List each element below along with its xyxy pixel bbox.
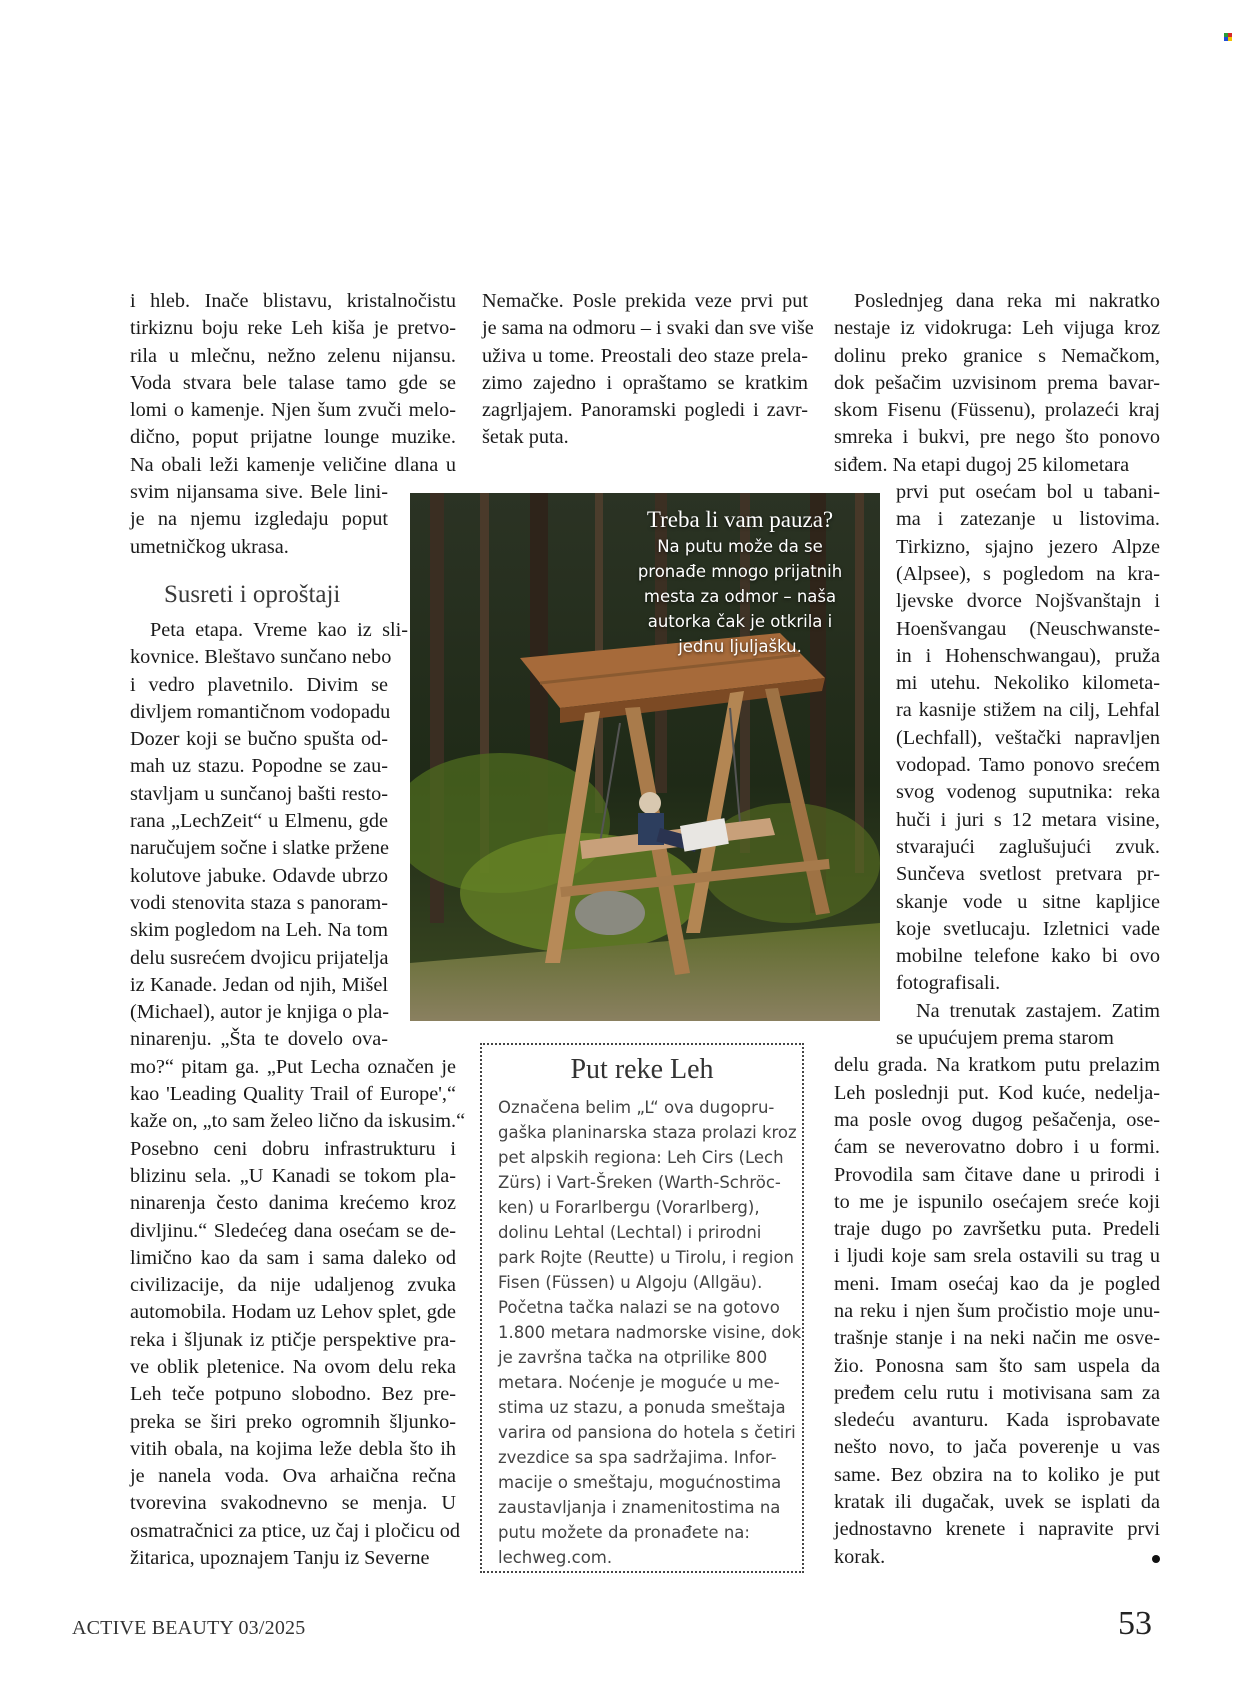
body-line: limično kao da sam i sama daleko od bbox=[130, 1246, 456, 1269]
column-2-line: je sama na odmoru – i svaki dan sve više bbox=[482, 317, 814, 340]
column-2-line: Nemačke. Posle prekida veze prvi put bbox=[482, 290, 808, 312]
column-3-line: Tirkizno, sjajno jezero Alpze bbox=[896, 535, 1160, 558]
column-3-line: siđem. Na etapi dugoj 25 kilometara bbox=[834, 453, 1130, 476]
info-box-line: zaustavljanja i znamenitostima na bbox=[498, 1498, 781, 1517]
photo-caption bbox=[620, 506, 860, 659]
info-box-line: macije o smeštaju, mogućnostima bbox=[498, 1473, 782, 1492]
article-column-2 bbox=[482, 288, 814, 452]
column-3-line: ćam se neverovatno dobro i u formi. bbox=[834, 1136, 1160, 1159]
color-registration-mark bbox=[1224, 33, 1234, 41]
column-2-line: šetak puta. bbox=[482, 426, 569, 449]
magazine-footer: ACTIVE BEAUTY 03/2025 bbox=[72, 1617, 306, 1639]
body-line: divljinu.“ Sledećeg dana osećam se de- bbox=[130, 1219, 456, 1242]
column-3-line: prvi put osećam bol u tabani- bbox=[896, 481, 1160, 504]
body-line: osmatračnici za ptice, uz čaj i pločicu od bbox=[130, 1519, 460, 1542]
info-box-line: Zürs) i Vart-Šreken (Warth-Schröc- bbox=[498, 1173, 781, 1192]
info-box bbox=[480, 1043, 804, 1573]
info-box-line: Označena belim „L“ ova dugopru- bbox=[498, 1098, 775, 1117]
info-box-line: lechweg.com. bbox=[498, 1548, 613, 1567]
section-subheading: Susreti i oproštaji bbox=[164, 580, 341, 608]
column-3-line: ma i zatezanje u listovima. bbox=[896, 508, 1160, 531]
column-3-line: korak. bbox=[834, 1544, 1160, 1571]
info-box-line: putu možete da pronađete na: bbox=[498, 1523, 750, 1542]
column-3-line: mobilne telefone kako bi ovo bbox=[896, 945, 1160, 968]
info-box-line: je završna tačka na otprilike 800 bbox=[498, 1348, 768, 1367]
intro-paragraph bbox=[130, 288, 456, 561]
column-3-line: žio. Ponosna sam što sam uspela da bbox=[834, 1354, 1160, 1377]
info-box-line: pet alpskih regiona: Leh Cirs (Lech bbox=[498, 1148, 784, 1167]
column-3-line: traje dugo po završetku puta. Predeli bbox=[834, 1218, 1160, 1241]
column-3-line: vodopad. Tamo ponovo srećem bbox=[896, 754, 1160, 777]
column-3-line: skanje vode u sitne kapljice bbox=[896, 890, 1160, 913]
body-line: kolutove jabuke. Odavde ubrzo bbox=[130, 864, 388, 887]
intro-line: umetničkog ukrasa. bbox=[130, 535, 289, 558]
body-line: mo?“ pitam ga. „Put Lecha označen je bbox=[130, 1055, 456, 1078]
body-line: ninarenju. „Šta te dovelo ova- bbox=[130, 1028, 388, 1051]
body-line: kovnice. Bleštavo sunčano nebo bbox=[130, 646, 392, 669]
body-line: vodi stenovita staza s panoram- bbox=[130, 891, 388, 914]
article-column-3 bbox=[834, 288, 1160, 1571]
end-bullet bbox=[1152, 1555, 1160, 1563]
column-3-line: Hoenšvangau (Neuschwanste- bbox=[896, 617, 1160, 640]
column-3-line: i ljudi koje sam srela ostavili su trag u bbox=[834, 1245, 1160, 1268]
body-line: Dozer koji se bučno spušta od- bbox=[130, 728, 388, 751]
body-line: Leh teče potpuno slobodno. Bez pre- bbox=[130, 1383, 456, 1406]
photo-caption-line: mesta za odmor – naša bbox=[643, 587, 837, 606]
body-line: vitih obala, na kojima leže debla što ih bbox=[130, 1437, 456, 1460]
column-3-line: mi utehu. Nekoliko kilometa- bbox=[896, 672, 1160, 695]
column-3-line: Na trenutak zastajem. Zatim bbox=[916, 999, 1160, 1022]
column-3-line: fotografisali. bbox=[896, 972, 1001, 995]
intro-line: dično, poput prijatne lounge muzike. bbox=[130, 426, 456, 449]
photo-caption-line: Na putu može da se bbox=[657, 537, 823, 556]
column-3-line: Poslednjeg dana reka mi nakratko bbox=[854, 290, 1160, 312]
column-3-line: ljevske dvorce Nojšvanštajn i bbox=[896, 590, 1160, 613]
column-3-line: nešto novo, to jača poverenje u vas bbox=[834, 1436, 1160, 1459]
body-line: i vedro plavetnilo. Divim se bbox=[130, 673, 388, 696]
column-3-line: to me je ispunilo osećajem sreće koji bbox=[834, 1190, 1160, 1213]
info-box-line: gaška planinarska staza prolazi kroz bbox=[498, 1123, 797, 1142]
column-3-line: skom Fisenu (Füssenu), prolazeći kraj bbox=[834, 399, 1160, 422]
column-3-line: stvarajući zaglušujući zvuk. bbox=[896, 835, 1160, 858]
info-box-line: Fisen (Füssen) u Algoju (Allgäu). bbox=[498, 1273, 763, 1292]
column-3-line: Provodila sam čitave dane u prirodi i bbox=[834, 1163, 1160, 1186]
column-3-paragraph-top bbox=[834, 288, 1160, 479]
info-box-line: 1.800 metara nadmorske visine, dok bbox=[498, 1323, 802, 1342]
column-3-line: meni. Imam osećaj kao da je pogled bbox=[834, 1272, 1160, 1295]
column-3-line: ra kasnije stižem na cilj, Lehfal bbox=[896, 699, 1160, 722]
column-3-line: dolinu preko granice s Nemačkom, bbox=[834, 344, 1160, 367]
body-line: automobila. Hodam uz Lehov splet, gde bbox=[130, 1301, 456, 1324]
column-3-line: kratak ili dugačak, uvek se isplati da bbox=[834, 1491, 1160, 1514]
column-3-line: delu grada. Na kratkom putu prelazim bbox=[834, 1054, 1160, 1077]
body-line: Posebno ceni dobru infrastrukturu i bbox=[130, 1137, 456, 1160]
info-box-line: Početna tačka nalazi se na gotovo bbox=[498, 1298, 780, 1317]
body-line: civilizacije, da nije udaljenog zvuka bbox=[130, 1274, 456, 1297]
intro-line: svim nijansama sive. Bele lini- bbox=[130, 481, 388, 504]
intro-line: rila u mlečnu, nežno zelenu nijansu. bbox=[130, 344, 456, 367]
column-3-line: smreka i bukvi, pre nego što ponovo bbox=[834, 426, 1160, 449]
info-box-line: metara. Noćenje je moguće u me- bbox=[498, 1373, 780, 1392]
body-line: kaže on, „to sam želeo lično da iskusim.“ bbox=[130, 1110, 466, 1133]
article-column-1 bbox=[130, 288, 466, 1572]
body-line: mah uz stazu. Popodne se zau- bbox=[130, 755, 388, 778]
info-box-title: Put reke Leh bbox=[570, 1054, 714, 1085]
info-box-line: dolinu Lehtal (Lechtal) i prirodni bbox=[498, 1223, 762, 1242]
photo-caption-title: Treba li vam pauza? bbox=[646, 507, 834, 532]
column-3-line: se upućujem prema starom bbox=[896, 1027, 1114, 1050]
info-box-line: zvezdice sa spa sadržajima. Infor- bbox=[498, 1448, 777, 1467]
body-line: ve oblik pletenice. Na ovom delu reka bbox=[130, 1355, 456, 1378]
column-3-line: (Alpsee), s pogledom na kra- bbox=[896, 562, 1160, 585]
intro-line: Voda stvara bele talase tamo gde se bbox=[130, 371, 456, 394]
info-box-text bbox=[498, 1095, 802, 1570]
body-line: iz Kanade. Jedan od njih, Mišel bbox=[130, 973, 388, 996]
column-3-line: svog vodenog suputnika: reka bbox=[896, 781, 1160, 804]
body-paragraph bbox=[130, 617, 466, 1572]
photo-caption-line: jednu ljuljašku. bbox=[678, 637, 802, 656]
body-line: je nanela voda. Ova arhaična rečna bbox=[130, 1465, 456, 1488]
column-3-paragraph-bottom bbox=[834, 1052, 1160, 1571]
info-box-line: park Rojte (Reutte) u Tirolu, i region bbox=[498, 1248, 794, 1267]
body-line: reka i šljunak iz ptičje perspektive pra- bbox=[130, 1328, 456, 1351]
body-line: (Michael), autor je knjiga o pla- bbox=[130, 1001, 390, 1024]
body-line: delu susrećem dvojicu prijatelja bbox=[130, 946, 389, 969]
photo-caption-line: pronađe mnogo prijatnih bbox=[637, 562, 843, 581]
column-3-line: na reku i njen šum pročistio moje unu- bbox=[834, 1299, 1160, 1322]
body-line: stavljam u sunčanoj bašti resto- bbox=[130, 782, 388, 805]
column-3-line: huči i juri s 12 metara visine, bbox=[896, 808, 1160, 831]
column-2-line: uživa u tome. Preostali deo staze prela- bbox=[482, 344, 808, 367]
column-3-line: dok pešačim uzvisinom prema bavar- bbox=[834, 371, 1160, 394]
intro-line: i hleb. Inače blistavu, kristalnočistu bbox=[130, 290, 456, 312]
info-box-line: varira od pansiona do hotela s četiri bbox=[498, 1423, 796, 1442]
column-3-line: in i Hohenschwangau), pruža bbox=[896, 644, 1160, 667]
column-3-line: same. Bez obzira na to koliko je put bbox=[834, 1463, 1160, 1486]
column-3-line: Sunčeva svetlost pretvara pr- bbox=[896, 863, 1160, 886]
photo-caption-line: autorka čak je otkrila i bbox=[647, 612, 833, 631]
body-line: kao 'Leading Quality Trail of Europe',“ bbox=[130, 1083, 456, 1106]
body-line: blizinu sela. „U Kanadi se tokom pla- bbox=[130, 1164, 456, 1187]
info-box-line: stima uz stazu, a ponuda smeštaja bbox=[498, 1398, 786, 1417]
column-3-line: nestaje iz vidokruga: Leh vijuga kroz bbox=[834, 317, 1160, 340]
column-3-line: koje svetlucaju. Izletnici vade bbox=[896, 917, 1160, 940]
body-line: žitarica, upoznajem Tanju iz Severne bbox=[130, 1547, 430, 1570]
column-2-line: zagrljajem. Panoramski pogledi i zavr- bbox=[482, 399, 808, 422]
body-line: tvorevina svakodnevno se menja. U bbox=[130, 1492, 456, 1515]
column-3-line: trašnje stanje i na neki način me osve- bbox=[834, 1327, 1160, 1350]
info-box-line: ken) u Forarlbergu (Vorarlberg), bbox=[498, 1198, 760, 1217]
body-line: skim pogledom na Leh. Na tom bbox=[130, 919, 388, 942]
intro-line: je na njemu izgledaju poput bbox=[130, 508, 388, 531]
body-line: rana „LechZeit“ u Elmenu, gde bbox=[130, 810, 388, 833]
column-3-line: pređem celu rutu i motivisana sam za bbox=[834, 1381, 1160, 1404]
page-number: 53 bbox=[1118, 1605, 1152, 1642]
intro-line: lomi o kamenje. Njen šum zvuči melo- bbox=[130, 399, 456, 422]
intro-line: Na obali leži kamenje veličine dlana u bbox=[130, 453, 456, 476]
intro-line: tirkiznu boju reke Leh kiša je pretvo- bbox=[130, 317, 456, 340]
body-line: ninarenja često danima krećemo kroz bbox=[130, 1192, 456, 1215]
body-line: naručujem sočne i slatke pržene bbox=[130, 837, 390, 860]
column-2-line: zimo zajedno i opraštamo se kratkim bbox=[482, 371, 808, 394]
column-2-paragraph bbox=[482, 288, 814, 452]
column-3-line: (Lechfall), veštački napravljen bbox=[896, 726, 1160, 749]
photo-caption-text bbox=[620, 534, 860, 659]
body-line: Peta etapa. Vreme kao iz sli- bbox=[150, 618, 408, 641]
body-line: divljem romantičnom vodopadu bbox=[130, 700, 391, 723]
column-3-line: Leh poslednji put. Kod kuće, nedelja- bbox=[834, 1081, 1160, 1104]
column-3-paragraph-narrow bbox=[834, 479, 1160, 1052]
body-line: preka se širi preko ogromnih šljunko- bbox=[130, 1410, 456, 1433]
column-3-line: ma posle ovog dugog pešačenja, ose- bbox=[834, 1108, 1160, 1131]
column-3-line: sledeću avanturu. Kada isprobavate bbox=[834, 1409, 1160, 1432]
column-3-line: jednostavno krenete i napravite prvi bbox=[834, 1518, 1160, 1541]
